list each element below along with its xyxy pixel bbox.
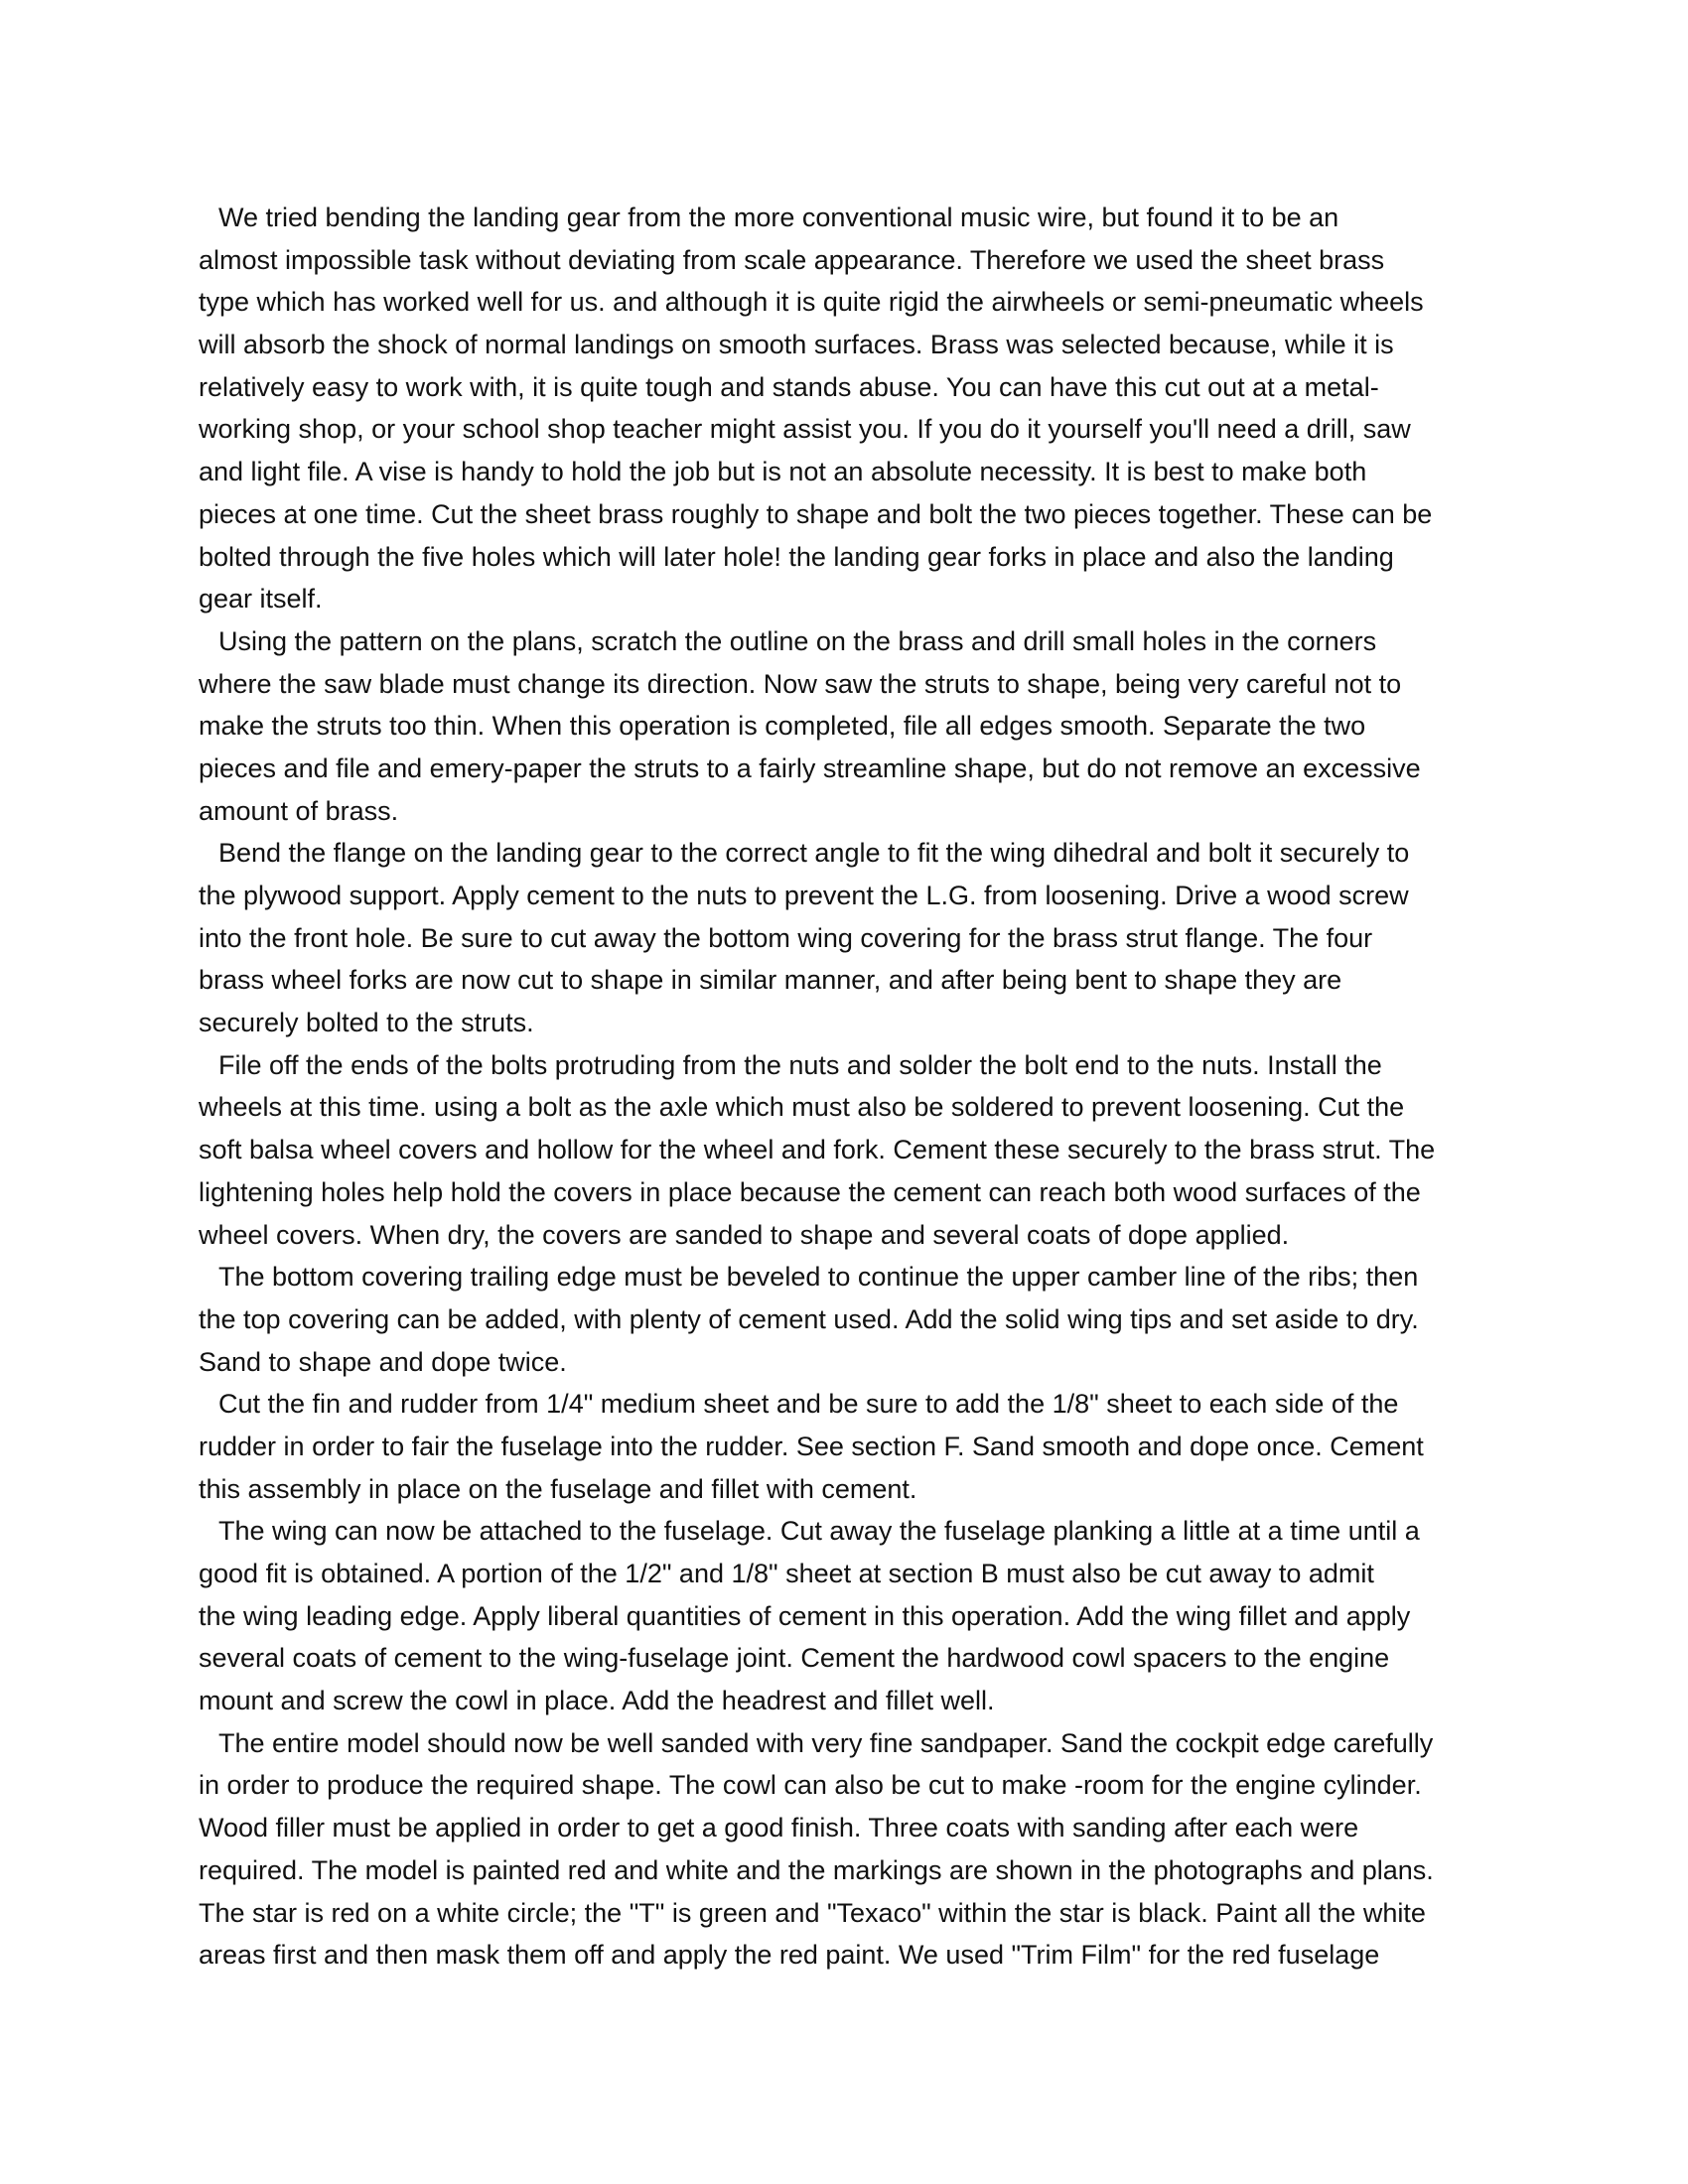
text-line: mount and screw the cowl in place. Add the headrest and fillet well. (199, 1686, 995, 1716)
text-line: the wing leading edge. Apply liberal quantities of cement in this operation. Add the wing fillet and apply (199, 1600, 1411, 1631)
text-line: areas first and then mask them off and apply the red paint. We used "Trim Film" for the red fuselage (199, 1940, 1380, 1971)
text-line: the top covering can be added, with plenty of cement used. Add the solid wing tips and set aside to dry. (199, 1303, 1419, 1334)
text-line: bolted through the five holes which will later hole! the landing gear forks in place and also the landing (199, 541, 1394, 572)
text-line: The star is red on a white circle; the "T" is green and "Texaco" within the star is black. Paint all the white (199, 1897, 1426, 1928)
paragraph-first-line: Using the pattern on the plans, scratch the outline on the brass and drill small holes in the corners (218, 625, 1377, 656)
text-line: rudder in order to fair the fuselage into the rudder. See section F. Sand smooth and dope once. Cement (199, 1431, 1424, 1461)
text-line: wheel covers. When dry, the covers are sanded to shape and several coats of dope applied. (199, 1219, 1290, 1250)
text-line: relatively easy to work with, it is quite tough and stands abuse. You can have this cut out at a metal- (199, 371, 1379, 402)
text-line: will absorb the shock of normal landings on smooth surfaces. Brass was selected because, while it is (199, 330, 1394, 360)
paragraph-first-line: We tried bending the landing gear from the more conventional music wire, but found it to be an (218, 203, 1339, 232)
paragraph-first-line: The entire model should now be well sanded with very fine sandpaper. Sand the cockpit edge carefully (218, 1727, 1434, 1758)
text-line: required. The model is painted red and white and the markings are shown in the photographs and plans. (199, 1854, 1434, 1885)
text-line: Wood filler must be applied in order to get a good finish. Three coats with sanding after each were (199, 1813, 1359, 1843)
text-line: into the front hole. Be sure to cut away the bottom wing covering for the brass strut flange. The four (199, 922, 1373, 953)
text-line: this assembly in place on the fuselage and fillet with cement. (199, 1473, 917, 1504)
text-line: Sand to shape and dope twice. (199, 1346, 567, 1377)
text-line: where the saw blade must change its direction. Now saw the struts to shape, being very careful not to (199, 668, 1402, 699)
text-line: soft balsa wheel covers and hollow for the wheel and fork. Cement these securely to the brass strut. The (199, 1135, 1436, 1165)
text-line: working shop, or your school shop teacher might assist you. If you do it yourself you'll need a drill, saw (199, 414, 1411, 445)
text-line: pieces and file and emery-paper the struts to a fairly streamline shape, but do not remove an excessive (199, 752, 1421, 783)
text-line: wheels at this time. using a bolt as the axle which must also be soldered to prevent loosening. Cut the (199, 1092, 1405, 1123)
text-line: brass wheel forks are now cut to shape in similar manner, and after being bent to shape they are (199, 965, 1342, 996)
text-line: several coats of cement to the wing-fuselage joint. Cement the hardwood cowl spacers to the engine (199, 1643, 1390, 1674)
text-line: good fit is obtained. A portion of the 1/2" and 1/8" sheet at section B must also be cut away to admit (199, 1559, 1374, 1588)
text-line: almost impossible task without deviating from scale appearance. Therefore we used the sheet brass (199, 244, 1385, 275)
text-line: gear itself. (199, 584, 323, 614)
text-line: in order to produce the required shape. The cowl can also be cut to make -room for the engine cylinder. (199, 1770, 1422, 1801)
text-line: make the struts too thin. When this operation is completed, file all edges smooth. Separate the two (199, 711, 1366, 742)
body-text (199, 197, 1489, 1977)
text-line: the plywood support. Apply cement to the nuts to prevent the L.G. from loosening. Drive a wood screw (199, 881, 1409, 910)
text-line: securely bolted to the struts. (199, 1008, 534, 1038)
text-line: lightening holes help hold the covers in place because the cement can reach both wood surfaces of the (199, 1176, 1421, 1207)
text-line: amount of brass. (199, 795, 399, 826)
paragraph-first-line: Bend the flange on the landing gear to the correct angle to fit the wing dihedral and bolt it securely to (218, 838, 1410, 869)
paragraph-first-line: The wing can now be attached to the fuselage. Cut away the fuselage planking a little at a time until a (218, 1516, 1420, 1547)
text-line: type which has worked well for us. and although it is quite rigid the airwheels or semi-pneumatic wheels (199, 287, 1424, 318)
text-line: pieces at one time. Cut the sheet brass roughly to shape and bolt the two pieces together. These can be (199, 498, 1433, 529)
paragraph-first-line: Cut the fin and rudder from 1/4" medium sheet and be sure to add the 1/8" sheet to each side of the (218, 1389, 1399, 1420)
text-line: and light file. A vise is handy to hold the job but is not an absolute necessity. It is best to make both (199, 457, 1367, 487)
paragraph-first-line: The bottom covering trailing edge must be beveled to continue the upper camber line of the ribs; then (218, 1262, 1419, 1293)
paragraph-first-line: File off the ends of the bolts protruding from the nuts and solder the bolt end to the nuts. Install the (218, 1049, 1382, 1080)
